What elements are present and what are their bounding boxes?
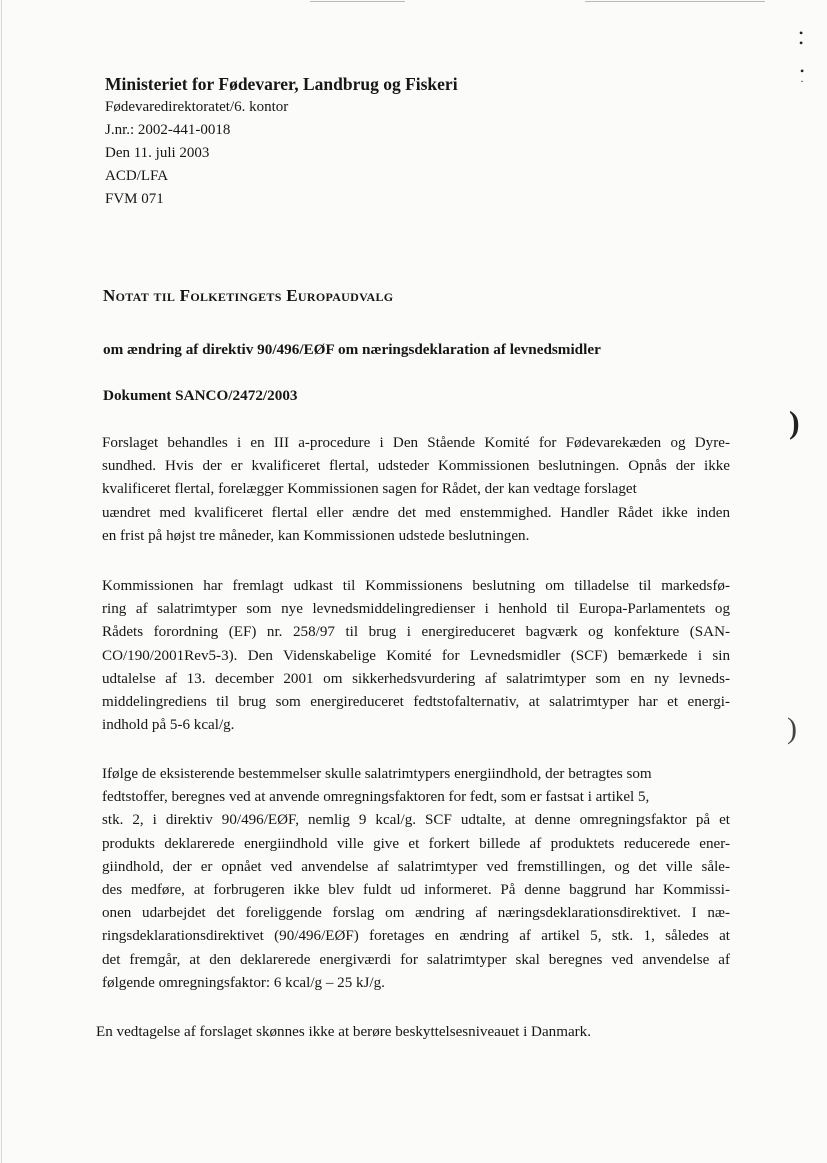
text-line: uændret med kvalificeret flertal eller ændre det med enstemmighed. Handler Rådet ikke inden [102,504,730,521]
text-line: des medføre, at forbrugeren ikke blev fuldt ud informeret. På denne baggrund har Kommissi- [102,882,730,899]
text-line: giindhold, der er opnået ved anvendelse af salatrimtyper ved fremstillingen, og det ville såle- [102,858,730,875]
text-line: kvalificeret flertal, forelægger Kommissionen sagen for Rådet, der kan vedtage forslaget [102,481,637,498]
document-date: Den 11. juli 2003 [105,145,210,161]
journal-number: J.nr.: 2002-441-0018 [105,122,231,138]
text-line: følgende omregningsfaktor: 6 kcal/g – 25 kJ/g. [102,974,385,991]
text-line: fedtstoffer, beregnes ved at anvende omregningsfaktoren for fedt, som er fastsat i artikel 5, [102,789,650,806]
text-line: ringsdeklarationsdirektivet (90/496/EØF) foretages en ændring af artikel 5, stk. 1, således at [102,928,730,945]
text-line: onen udarbejdet det foreliggende forslag om ændring af næringsdeklarationsdirektivet. I næ- [102,905,730,922]
text-line: ring af salatrimtyper som nye levnedsmiddelingredienser i henhold til Europa-Parlamentets og [102,601,730,618]
document-subject: om ændring af direktiv 90/496/EØF om næringsdeklaration af levnedsmidler [103,341,601,358]
punch-hole-mark: ) [789,404,800,440]
text-line: CO/190/2001Rev5-3). Den Videnskabelige Komité for Levnedsmidler (SCF) bemærkede i sin [102,647,730,664]
paragraph-energy-content [102,763,730,995]
ministry-name: Ministeriet for Fødevarer, Landbrug og Fiskeri [105,74,458,94]
paragraph-commission-draft [102,575,730,737]
text-line: en frist på højst tre måneder, kan Kommissionen udstede beslutningen. [102,527,530,544]
punch-hole-outline: ) [787,712,797,745]
text-line: stk. 2, i direktiv 90/496/EØF, nemlig 9 kcal/g. SCF udtalte, at denne omregningsfaktor på et [102,812,730,829]
punch-mark-second: • · [800,64,805,88]
paragraph-protection-level [96,1021,724,1044]
text-line: sundhed. Hvis der er kvalificeret flertal, udsteder Kommissionen beslutningen. Opnås der ikke [102,458,730,475]
text-line: Kommissionen har fremlagt udkast til Kommissionens beslutning om tilladelse til markedsfø- [102,578,730,594]
text-line: udtalelse af 13. december 2001 om sikkerhedsvurdering af salatrimtyper som en ny levneds- [102,670,730,687]
scan-line-top-right [585,1,765,2]
text-line: En vedtagelse af forslaget skønnes ikke at berøre beskyttelsesniveauet i Danmark. [96,1024,591,1040]
document-title: Notat til Folketingets Europaudvalg [103,286,394,305]
scan-edge-left [1,0,2,1163]
text-line: produkts deklarerede energiindhold ville give et forkert billede af produktets reducerede ener- [102,835,730,852]
text-line: Rådets forordning (EF) nr. 258/97 til brug i energireduceret bagværk og konfekture (SAN- [102,624,730,641]
letterhead [105,72,458,211]
text-line: middelingrediens til brug som energireduceret fedtstofalternativ, at salatrimtyper har et energi- [102,694,730,711]
text-line: Ifølge de eksisterende bestemmelser skulle salatrimtypers energiindhold, der betragtes som [102,766,652,782]
scan-line-top-left [310,1,405,2]
author-initials: ACD/LFA [105,168,169,184]
reference-code: FVM 071 [105,191,164,207]
document-reference: Dokument SANCO/2472/2003 [103,387,298,404]
department: Fødevaredirektoratet/6. kontor [105,99,289,115]
text-line: det fremgår, at den deklarerede energiværdi for salatrimtyper skal beregnes ved anvendelse af [102,951,730,968]
punch-mark-top: • • [799,26,804,50]
paragraph-procedure [102,432,730,548]
text-line: Forslaget behandles i en III a-procedure i Den Stående Komité for Fødevarekæden og Dyre- [102,435,730,451]
text-line: indhold på 5-6 kcal/g. [102,717,235,734]
